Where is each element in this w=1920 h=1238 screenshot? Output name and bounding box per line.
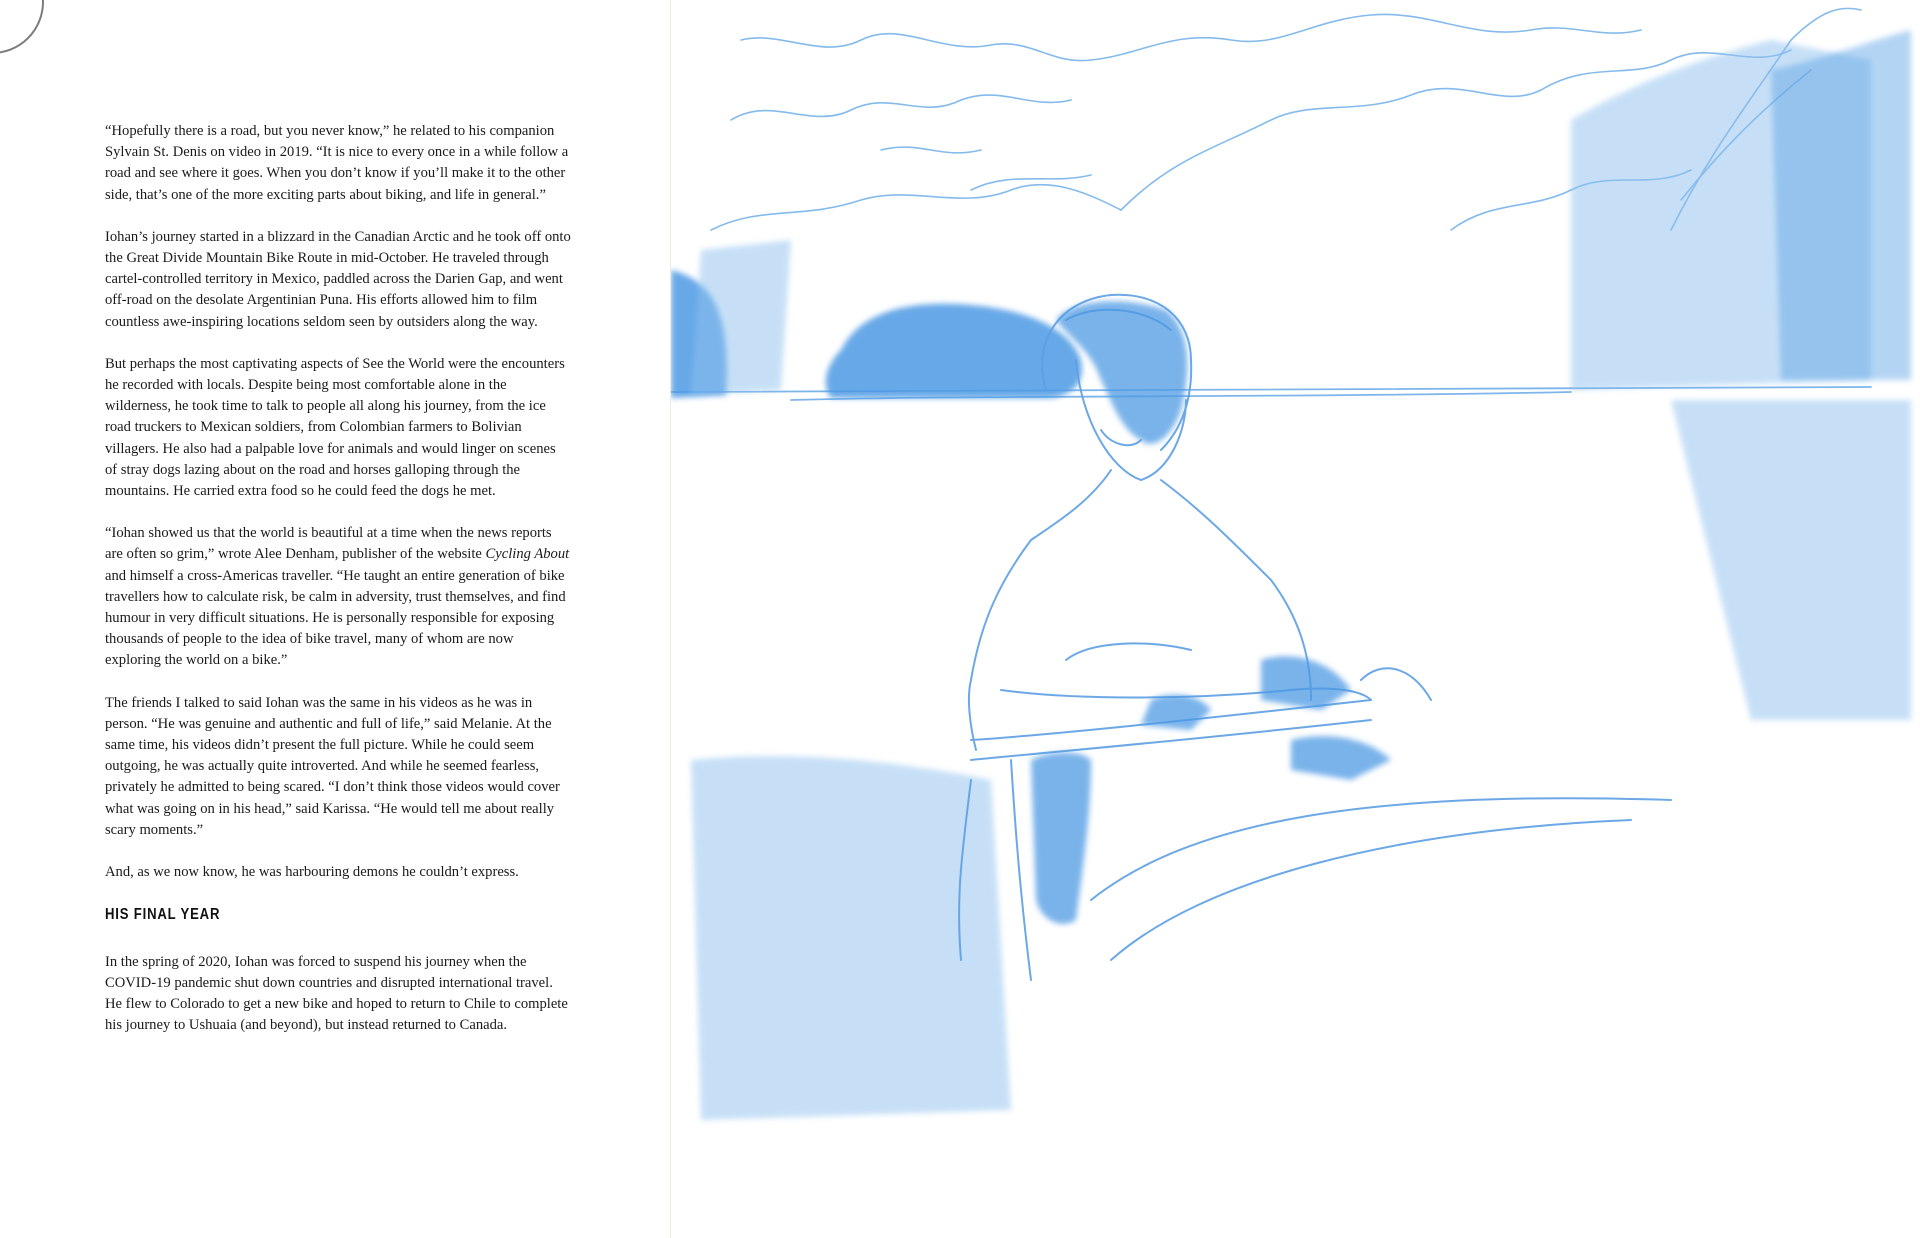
paragraph-4-start: “Iohan showed us that the world is beautiful at a time when the news reports are often so grim,” wrote Alee Denham, publisher of the website [105,525,552,563]
article-body [105,121,571,1057]
illustration-page [671,0,1920,1238]
publication-name: Cycling About [485,546,570,563]
paragraph-5: The friends I talked to said Iohan was the same in his videos as he was in person. “He was genuine and authentic and full of life,” said Melanie. At the same time, his videos didn’t present the full picture. While he could seem outgoing, he was actually quite introverted. And while he seemed fearless, privately he admitted to being scared. “I don’t think those videos would cover what was going on in his head,” said Karissa. “He would tell me about really scary moments.” [105,694,560,838]
canoe-sketch-illustration [671,0,1920,1238]
paragraph-6: And, as we now know, he was harbouring demons he couldn’t express. [105,864,519,881]
section-heading: HIS FINAL YEAR [105,906,221,924]
closing-paragraph: In the spring of 2020, Iohan was forced to suspend his journey when the COVID-19 pandemic shut down countries and disrupted international travel. He flew to Colorado to get a new bike and hoped to return to Chile to complete his journey to Ushuaia (and beyond), but instead returned to Canada. [105,953,568,1034]
paragraph-3: But perhaps the most captivating aspects of See the World were the encounters he recorded with locals. Despite being most comfortable alone in the wilderness, he took time to talk to people all along his journey, from the ice road truckers to Mexican soldiers, from Colombian farmers to Bolivian villagers. He also had a palpable love for animals and would linger on scenes of stray dogs lazing about on the road and horses galloping through the mountains. He carried extra food so he could feed the dogs he met. [105,355,565,500]
text-page [0,0,671,1238]
page-corner-circle [0,0,44,54]
paragraph-1: “Hopefully there is a road, but you never know,” he related to his companion Sylvain St. Denis on video in 2019. “It is nice to every once in a while follow a road and see where it goes. When you don’t know if you’ll make it to the other side, that’s one of the more exciting parts about biking, and life in general.” [105,123,569,203]
paragraph-4-end: and himself a cross-Americas traveller. “He taught an entire generation of bike travellers how to calculate risk, be calm in adversity, trust themselves, and find humour in very difficult situations. He is personally responsible for exposing thousands of people to the idea of bike travel, many of whom are now exploring the world on a bike.” [105,567,566,669]
paragraph-2: Iohan’s journey started in a blizzard in the Canadian Arctic and he took off onto the Great Divide Mountain Bike Route in mid-October. He traveled through cartel-controlled territory in Mexico, paddled across the Darien Gap, and went off-road on the desolate Argentinian Puna. His efforts allowed him to film countless awe-inspiring locations seldom seen by outsiders along the way. [105,228,571,330]
paragraph-4 [105,523,571,671]
